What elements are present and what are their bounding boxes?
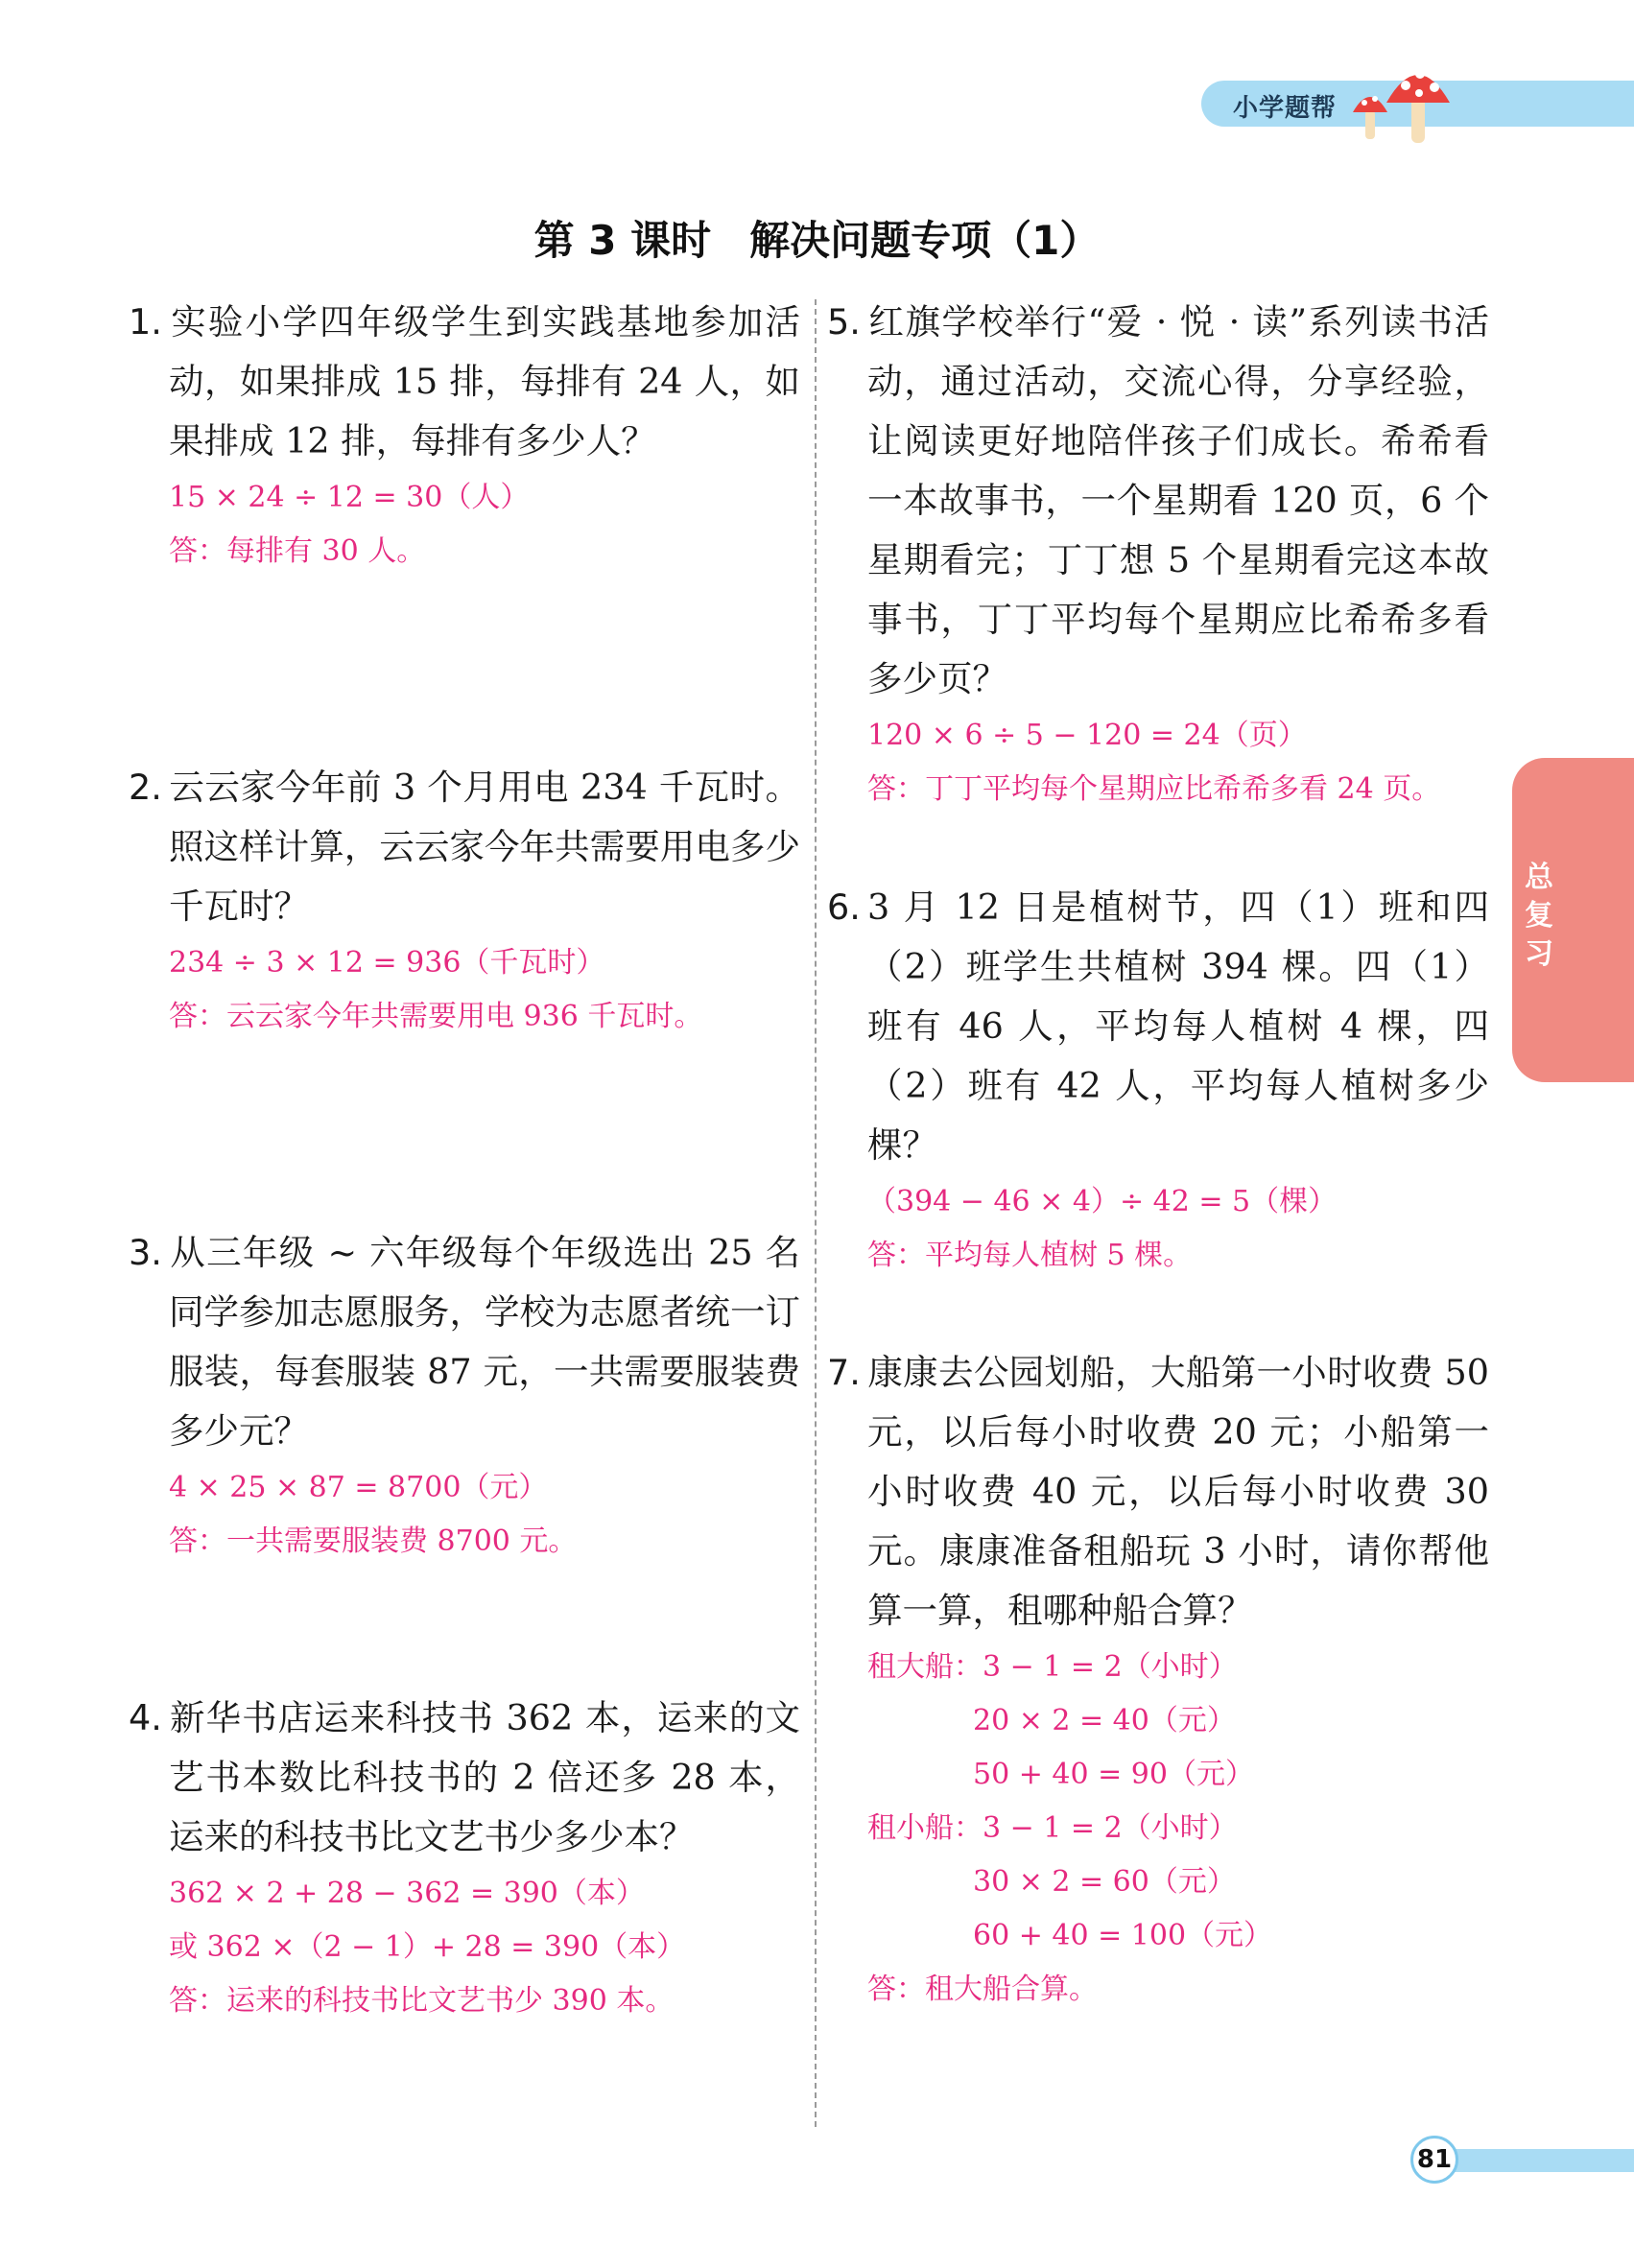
question-number: 2.	[129, 767, 162, 808]
question-number: 6.	[827, 886, 861, 928]
question-body: 3 月 12 日是植树节，四（1）班和四（2）班学生共植树 394 棵。四（1）班有 46 人，平均每人植树 4 棵，四（2）班有 42 人，平均每人植树多少棵？	[867, 886, 1489, 1166]
question-text	[827, 293, 1489, 709]
question-number: 5.	[827, 301, 861, 343]
answer-line: 答：平均每人植树 5 棵。	[867, 1239, 1193, 1272]
page-number-bar	[1430, 2149, 1634, 2172]
section-tab-label: 总复习	[1525, 861, 1553, 971]
question-body: 新华书店运来科技书 362 本，运来的文艺书本数比科技书的 2 倍还多 28 本，运来的科技书比文艺书少多少本？	[169, 1697, 800, 1857]
answer-line: 30 × 2 = 60（元）	[973, 1865, 1236, 1899]
question-number: 7.	[827, 1352, 861, 1393]
problem-6	[827, 878, 1489, 1283]
question-body: 从三年级 ~ 六年级每个年级选出 25 名同学参加志愿服务，学校为志愿者统一订服装，每套服装 87 元，一共需要服装费多少元？	[169, 1232, 800, 1452]
question-body: 实验小学四年级学生到实践基地参加活动，如果排成 15 排，每排有 24 人，如果排成 12 排，每排有多少人？	[169, 301, 800, 461]
question-text	[827, 1343, 1489, 1641]
problem-3	[129, 1223, 800, 1569]
answer-line: 答：租大船合算。	[867, 1973, 1098, 2006]
question-text	[129, 758, 800, 936]
answer-line: （394 − 46 × 4）÷ 42 = 5（棵）	[867, 1185, 1338, 1218]
brand-label: 小学题帮	[1233, 94, 1338, 123]
column-divider	[815, 299, 817, 2127]
answer-line: 234 ÷ 3 × 12 = 936（千瓦时）	[169, 946, 605, 980]
question-body: 红旗学校举行“爱 · 悦 · 读”系列读书活动，通过活动，交流心得，分享经验，让阅读更好地陪伴孩子们成长。希希看一本故事书，一个星期看 120 页，6 个星期看完；丁丁想 5 个星期看完这本故事书，丁丁平均每个星期应比希希多看多少页？	[867, 301, 1489, 699]
answer-line: 租大船：3 − 1 = 2（小时）	[867, 1650, 1238, 1684]
answer-line: 或 362 ×（2 − 1）+ 28 = 390（本）	[169, 1930, 686, 1964]
answer-line: 答：云云家今年共需要用电 936 千瓦时。	[169, 1000, 703, 1033]
question-body: 康康去公园划船，大船第一小时收费 50 元，以后每小时收费 20 元；小船第一小时收费 40 元，以后每小时收费 30 元。康康准备租船玩 3 小时，请你帮他算一算，租哪种船合算？	[867, 1352, 1489, 1631]
answer-line: 50 + 40 = 90（元）	[973, 1758, 1254, 1791]
answer-line: 答：丁丁平均每个星期应比希希多看 24 页。	[867, 772, 1441, 806]
question-number: 1.	[129, 301, 162, 343]
question-number: 3.	[129, 1232, 162, 1273]
answer-line: 租小船：3 − 1 = 2（小时）	[867, 1811, 1238, 1845]
problem-1	[129, 293, 800, 579]
answer-line: 362 × 2 + 28 − 362 = 390（本）	[169, 1877, 645, 1910]
answer-line: 120 × 6 ÷ 5 − 120 = 24（页）	[867, 719, 1307, 752]
lesson-topic: 解决问题专项（1）	[749, 217, 1101, 264]
page-number: 81	[1416, 2145, 1453, 2174]
answer-line: 4 × 25 × 87 = 8700（元）	[169, 1471, 548, 1504]
lesson-label: 第 3 课时	[533, 217, 712, 264]
answer-line: 60 + 40 = 100（元）	[973, 1919, 1273, 1952]
problem-2	[129, 758, 800, 1044]
question-text	[827, 878, 1489, 1175]
question-text	[129, 1223, 800, 1461]
answer-line: 15 × 24 ÷ 12 = 30（人）	[169, 481, 530, 514]
answer-line: 答：运来的科技书比文艺书少 390 本。	[169, 1984, 675, 2018]
answer-line: 20 × 2 = 40（元）	[973, 1704, 1236, 1737]
mushroom-icon	[1348, 53, 1463, 149]
question-text	[129, 293, 800, 471]
page-title	[0, 209, 1634, 267]
question-body: 云云家今年前 3 个月用电 234 千瓦时。照这样计算，云云家今年共需要用电多少千瓦时？	[169, 767, 800, 927]
answer-line: 答：每排有 30 人。	[169, 534, 426, 568]
problem-7	[827, 1343, 1489, 2017]
problem-5	[827, 293, 1489, 816]
question-number: 4.	[129, 1697, 162, 1738]
answer-line: 答：一共需要服装费 8700 元。	[169, 1524, 578, 1558]
problem-4	[129, 1689, 800, 2028]
question-text	[129, 1689, 800, 1867]
